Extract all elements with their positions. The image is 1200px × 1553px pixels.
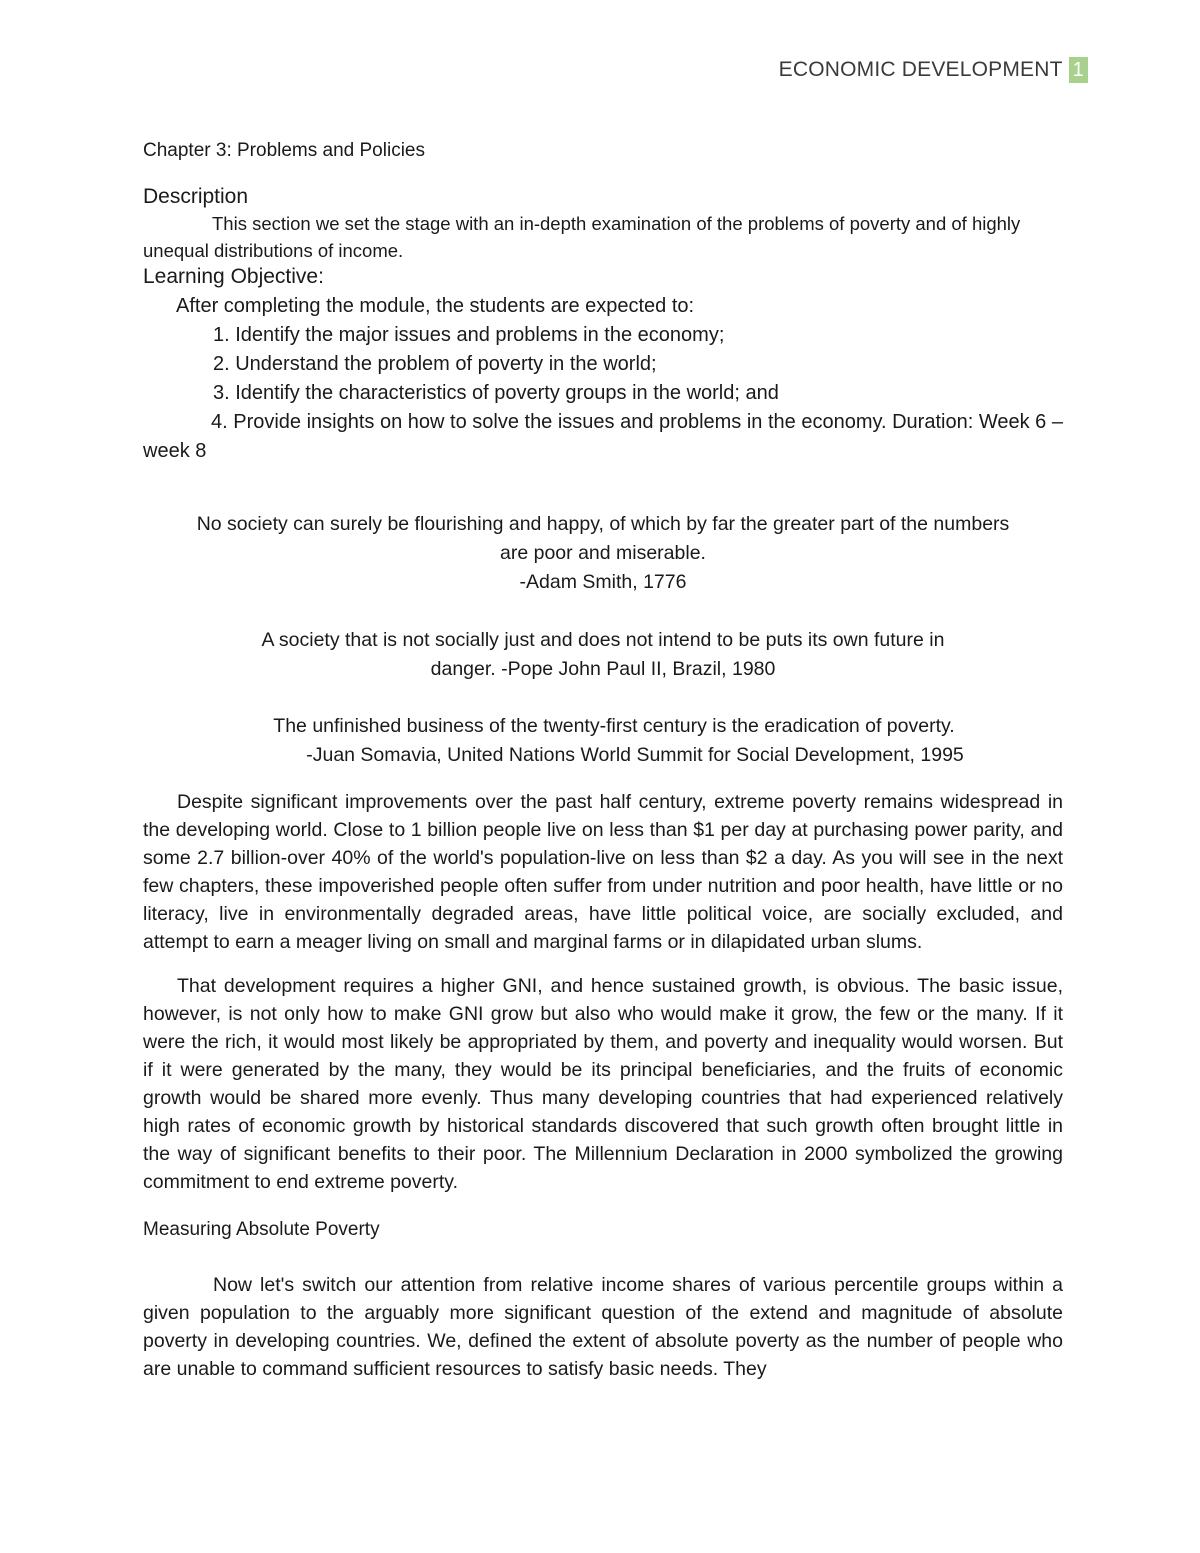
page-header (779, 57, 1088, 83)
learning-objective-item: 1. Identify the major issues and problems in the economy; (213, 324, 725, 346)
body-paragraph: Despite significant improvements over the past half century, extreme poverty remains widespread in the developing world. Close to 1 billion people live on less than $1 per day at purchasing power parity, and some 2.7 billion-over 40% of the world's population-live on less than $2 a day. As you will see in the next few chapters, these impoverished people often suffer from under nutrition and poor health, have little or no literacy, live in environmentally degraded areas, have little political voice, are socially excluded, and attempt to earn a meager living on small and marginal farms or in dilapidated urban slums. (143, 791, 1063, 953)
description-heading: Description (143, 185, 249, 208)
learning-objective-item: 3. Identify the characteristics of poverty groups in the world; and (213, 382, 779, 404)
quote-adam-smith (143, 510, 1063, 597)
body-paragraph: That development requires a higher GNI, and hence sustained growth, is obvious. The basic issue, however, is not only how to make GNI grow but also who would make it grow, the few or the many. If it were the rich, it would most likely be appropriated by them, and poverty and inequality would worsen. But if it were generated by the many, they would be its principal beneficiaries, and the fruits of economic growth would be shared more evenly. Thus many developing countries that had experienced relatively high rates of economic growth by historical standards discovered that such growth often brought little in the way of significant benefits to their poor. The Millennium Declaration in 2000 symbolized the growing commitment to end extreme poverty. (143, 975, 1063, 1193)
learning-objective-intro: After completing the module, the students are expected to: (176, 295, 695, 317)
quote-juan-somavia (143, 712, 1063, 770)
quote-line: The unfinished business of the twenty-first century is the eradication of poverty. (273, 715, 955, 737)
learning-objective-heading: Learning Objective: (143, 265, 324, 288)
quote-attribution: danger. -Pope John Paul II, Brazil, 1980 (430, 658, 776, 680)
quote-line: are poor and miserable. (500, 542, 706, 564)
learning-objective-item-last: 4. Provide insights on how to solve the issues and problems in the economy. Duration: Week 6 – week 8 (143, 411, 1063, 462)
chapter-title: Chapter 3: Problems and Policies (143, 140, 425, 161)
measuring-absolute-poverty-heading: Measuring Absolute Poverty (143, 1219, 380, 1240)
learning-objective-item: 2. Understand the problem of poverty in the world; (213, 353, 657, 375)
quote-attribution: -Adam Smith, 1776 (519, 571, 687, 593)
quote-line: A society that is not socially just and does not intend to be puts its own future in (261, 629, 945, 651)
quote-line: No society can surely be flourishing and happy, of which by far the greater part of the numbers (196, 513, 1010, 535)
header-title: ECONOMIC DEVELOPMENT (778, 58, 1063, 81)
description-text: This section we set the stage with an in-depth examination of the problems of poverty and of highly unequal distributions of income. (143, 213, 1021, 261)
document-body (143, 140, 1063, 1383)
quote-pope-john-paul (143, 626, 1063, 684)
page-number-badge: 1 (1069, 57, 1088, 83)
body-paragraph: Now let's switch our attention from relative income shares of various percentile groups within a given population to the arguably more significant question of the extend and magnitude of absolute poverty in developing countries. We, defined the extent of absolute poverty as the number of people who are unable to command sufficient resources to satisfy basic needs. They (143, 1274, 1063, 1380)
quote-attribution: -Juan Somavia, United Nations World Summit for Social Development, 1995 (306, 744, 964, 766)
